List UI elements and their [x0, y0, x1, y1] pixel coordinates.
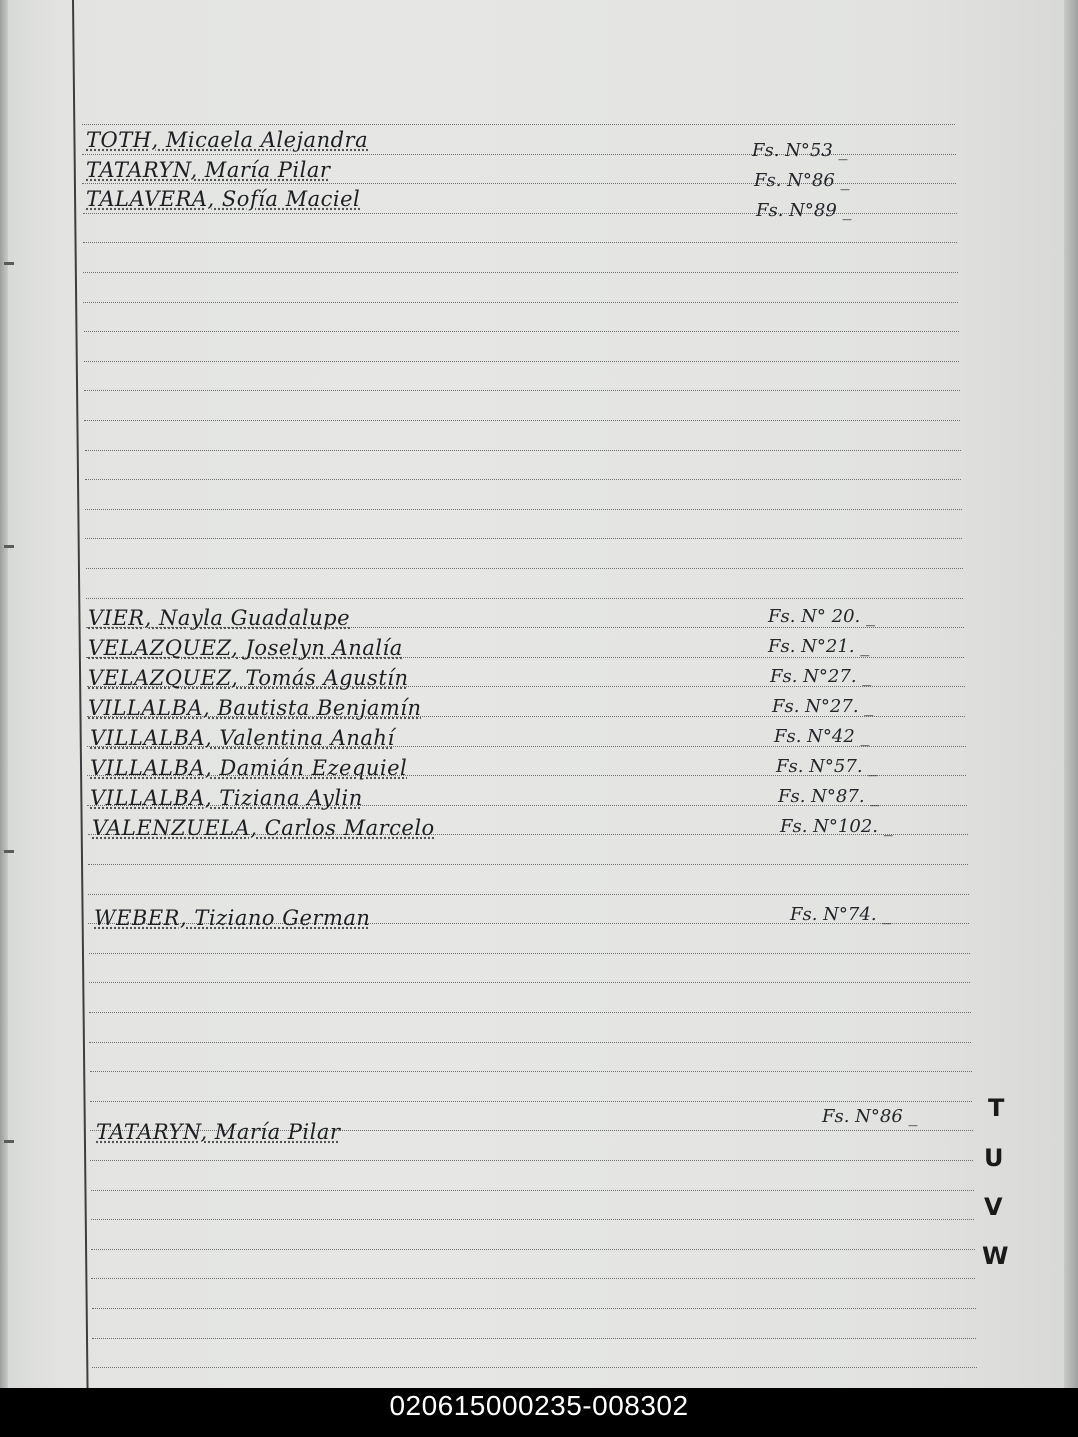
- binding-stitch: [4, 545, 14, 548]
- register-entry-name: VALENZUELA, Carlos Marcelo: [92, 816, 435, 840]
- ruled-line: [91, 1219, 975, 1220]
- register-entry-folio: Fs. N°27. _: [772, 696, 874, 717]
- ruled-line: [91, 1278, 975, 1279]
- register-entry-folio: Fs. N°53 _: [752, 140, 848, 161]
- ruled-line: [84, 361, 959, 362]
- ruled-line: [86, 598, 964, 599]
- register-entry-name: VILLALBA, Tiziana Aylin: [90, 786, 363, 810]
- ruled-line: [89, 953, 970, 954]
- register-entry-folio: Fs. N°57. _: [776, 756, 878, 777]
- ruled-line: [89, 982, 970, 983]
- binding-stitch: [4, 1140, 14, 1143]
- ruled-line: [92, 1308, 976, 1309]
- register-entry-folio: Fs. N°74. _: [790, 904, 892, 925]
- register-entry-folio: Fs. N°86 _: [754, 170, 850, 191]
- ruled-line: [88, 894, 968, 895]
- ruled-line: [85, 450, 961, 451]
- ruled-line: [90, 1071, 972, 1072]
- register-entry-name: TOTH, Micaela Alejandra: [86, 128, 369, 152]
- register-entry-folio: Fs. N°87. _: [778, 786, 880, 807]
- ruled-line: [92, 1338, 977, 1339]
- register-entry-folio: Fs. N°86 _: [822, 1106, 918, 1127]
- ruled-line: [89, 1042, 971, 1043]
- register-entry-folio: Fs. N°89 _: [756, 200, 852, 221]
- ruled-line: [91, 1249, 975, 1250]
- ruled-line: [91, 1190, 974, 1191]
- register-entry-folio: Fs. N°42 _: [774, 726, 870, 747]
- ruled-line: [88, 864, 968, 865]
- register-entry-folio: Fs. N° 20. _: [768, 606, 875, 627]
- ruled-line: [85, 479, 961, 480]
- binding-stitch: [4, 850, 14, 853]
- register-entry-folio: Fs. N°21. _: [768, 636, 870, 657]
- register-entry-folio: Fs. N°27. _: [770, 666, 872, 687]
- binding-stitch: [4, 262, 14, 265]
- ruled-line: [83, 302, 958, 303]
- ruled-line: [83, 242, 957, 243]
- ruled-line: [89, 1012, 971, 1013]
- ruled-line: [85, 538, 962, 539]
- register-entry-folio: Fs. N°102. _: [780, 816, 893, 837]
- register-entry-name: VIER, Nayla Guadalupe: [88, 606, 351, 630]
- register-entry-name: VELAZQUEZ, Tomás Agustín: [88, 666, 409, 690]
- index-tab-letter: T: [988, 1094, 1005, 1122]
- register-entry-name: VELAZQUEZ, Joselyn Analía: [88, 636, 403, 660]
- register-entry-name: VILLALBA, Damián Ezequiel: [90, 756, 408, 780]
- ruled-line: [85, 509, 962, 510]
- register-entry-name: TALAVERA, Sofía Maciel: [86, 187, 361, 211]
- register-entry-name: VILLALBA, Bautista Benjamín: [88, 696, 422, 720]
- register-entry-name: TATARYN, María Pilar: [96, 1120, 341, 1144]
- ruled-line: [86, 568, 963, 569]
- scan-id-code: 020615000235-008302: [389, 1390, 689, 1421]
- ruled-line: [83, 272, 957, 273]
- ruled-line: [84, 420, 960, 421]
- ruled-line: [82, 124, 955, 125]
- register-entry-name: TATARYN, María Pilar: [86, 158, 331, 182]
- index-tab-letter: U: [984, 1144, 1004, 1172]
- register-entry-name: WEBER, Tiziano German: [94, 906, 371, 930]
- ruled-line: [92, 1367, 977, 1368]
- ruled-line: [90, 1101, 972, 1102]
- ruled-line: [84, 390, 960, 391]
- register-entry-name: VILLALBA, Valentina Anahí: [90, 726, 395, 750]
- ruled-line: [84, 331, 959, 332]
- ruled-line: [90, 1160, 973, 1161]
- index-tab-letter: V: [984, 1193, 1003, 1221]
- index-tab-letter: W: [982, 1242, 1009, 1270]
- page-edge: [1064, 0, 1078, 1388]
- page-binding: [0, 0, 8, 1388]
